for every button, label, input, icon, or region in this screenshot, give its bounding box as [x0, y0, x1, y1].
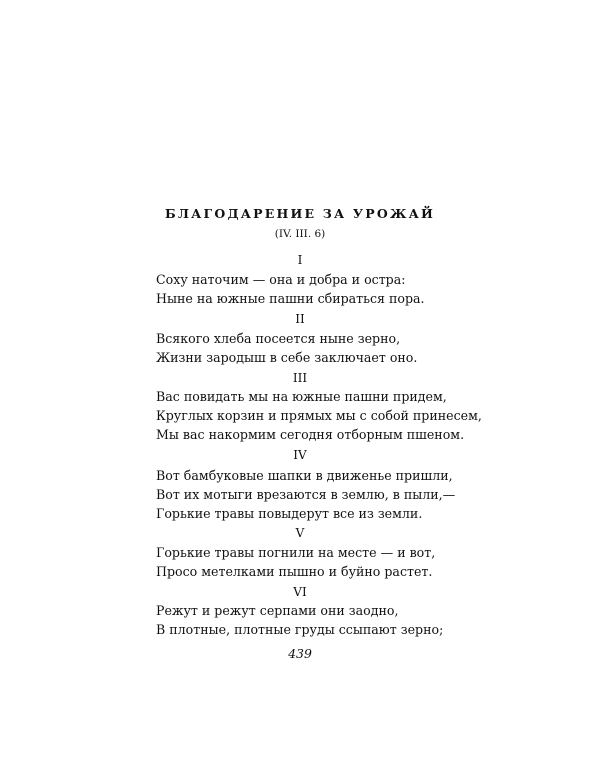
verse-line: В плотные, плотные груды ссыпают зерно; — [156, 622, 444, 637]
section-number: II — [295, 312, 305, 326]
verse-line: Жизни зародыш в себе заключает оно. — [156, 350, 418, 365]
stanza — [156, 543, 456, 581]
stanza — [156, 466, 456, 523]
section-number: IV — [293, 448, 307, 462]
verse-line: Всякого хлеба посеется ныне зерно, — [156, 331, 401, 346]
verse-line: Режут и режут серпами они заодно, — [156, 603, 399, 618]
stanza — [156, 329, 456, 367]
verse-line: Вас повидать мы на южные пашни придем, — [156, 389, 447, 404]
page-number: 439 — [288, 646, 312, 661]
verse-line: Вот бамбуковые шапки в движенье пришли, — [156, 468, 453, 483]
section-number: III — [292, 371, 308, 385]
poem-subtitle: (IV. III. 6) — [274, 228, 326, 240]
section-number: VI — [293, 585, 307, 599]
verse-line: Просо метелками пышно и буйно растет. — [156, 564, 433, 579]
verse-line: Вот их мотыги врезаются в землю, в пыли,— — [156, 487, 456, 502]
verse-line: Горькие травы погнили на месте — и вот, — [156, 545, 436, 560]
stanza — [156, 387, 482, 444]
verse-line: Горькие травы повыдерут все из земли. — [156, 506, 423, 521]
stanza — [156, 270, 456, 308]
verse-line: Круглых корзин и прямых мы с собой принесем, — [156, 408, 482, 423]
verse-line: Ныне на южные пашни сбираться пора. — [156, 291, 425, 306]
stanza — [156, 601, 456, 639]
verse-line: Мы вас накормим сегодня отборным пшеном. — [156, 427, 465, 442]
verse-line: Соху наточим — она и добра и остра: — [156, 272, 406, 287]
section-number: I — [297, 253, 303, 267]
section-number: V — [295, 526, 305, 540]
poem-title: БЛАГОДАРЕНИЕ ЗА УРОЖАЙ — [165, 206, 435, 221]
